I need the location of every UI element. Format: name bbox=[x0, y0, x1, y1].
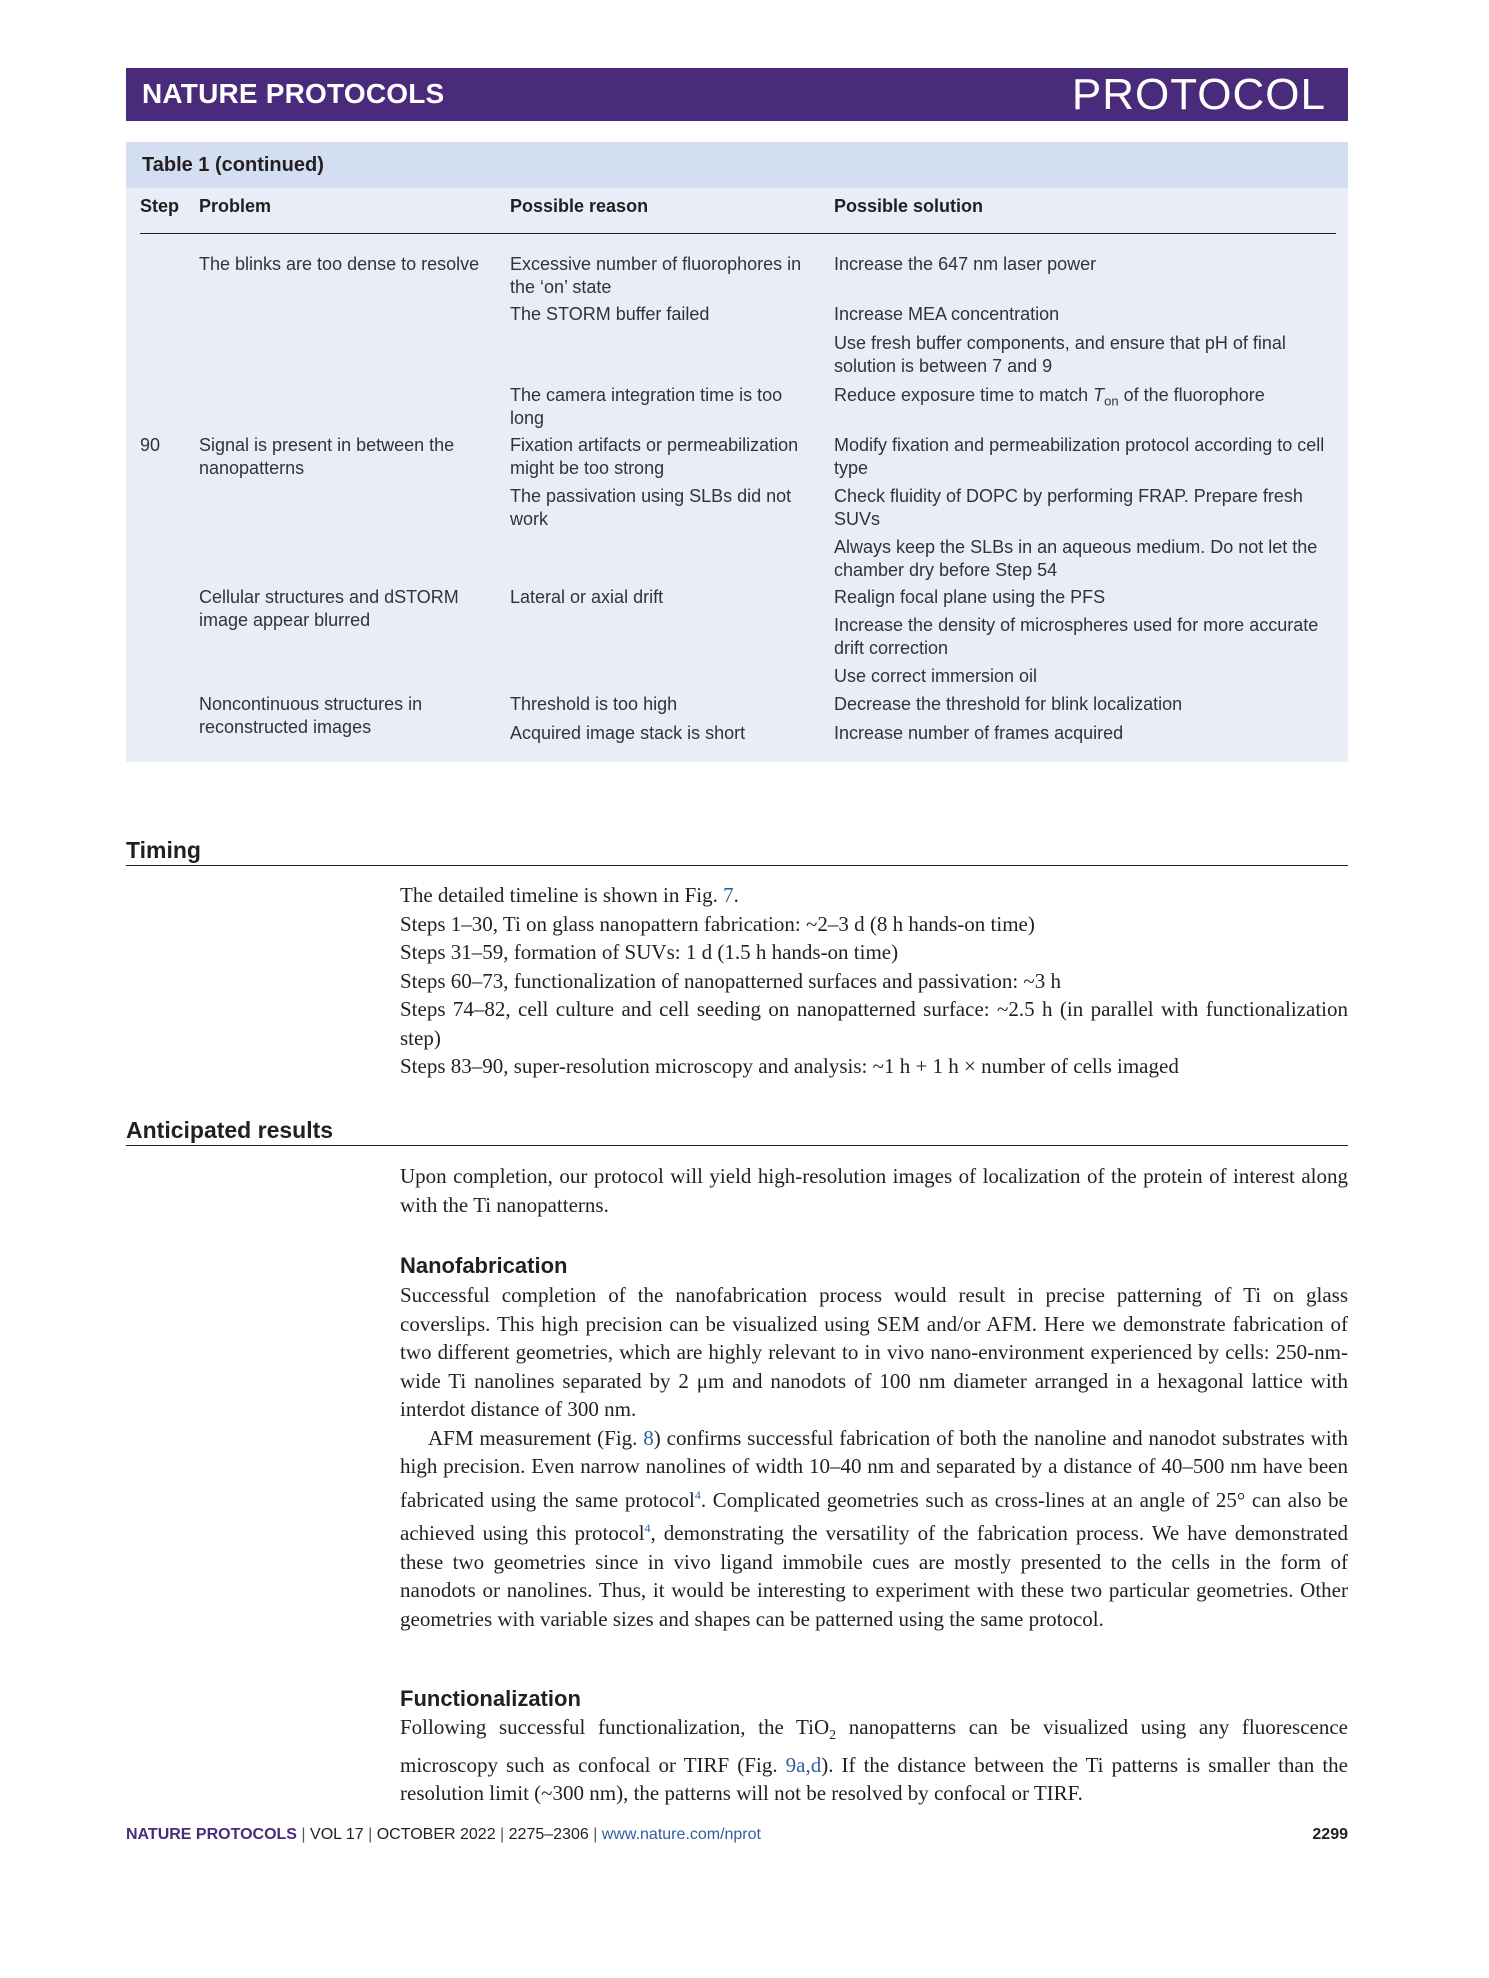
table-cell-solution: Realign focal plane using the PFS bbox=[834, 587, 1106, 607]
table-cell-step: 90 bbox=[140, 435, 161, 455]
timing-text bbox=[400, 881, 1348, 1081]
footer-volume: VOL 17 bbox=[310, 1826, 364, 1843]
table-header-rule bbox=[140, 233, 1336, 234]
table-cell-solution: Always keep the SLBs in an aqueous medium. Do not let the chamber dry before Step 54 bbox=[834, 537, 1318, 580]
table-cell-solution: Increase the density of microspheres used for more accurate drift correction bbox=[834, 615, 1319, 658]
figure-8-link[interactable]: 8 bbox=[643, 1425, 654, 1450]
table-cell-problem: Cellular structures and dSTORM image appear blurred bbox=[199, 587, 459, 630]
column-header-problem: Problem bbox=[199, 196, 272, 216]
solution-text: Reduce exposure time to match bbox=[834, 385, 1094, 405]
anticipated-results-rule bbox=[126, 1145, 1348, 1146]
nanofabrication-heading: Nanofabrication bbox=[400, 1253, 568, 1278]
column-header-solution: Possible solution bbox=[834, 196, 984, 216]
table-cell-solution: Check fluidity of DOPC by performing FRAP. Prepare fresh SUVs bbox=[834, 486, 1303, 529]
footer-journal: NATURE PROTOCOLS bbox=[126, 1826, 297, 1843]
table-cell-problem: Noncontinuous structures in reconstructed images bbox=[199, 694, 423, 737]
table-cell-solution: Use correct immersion oil bbox=[834, 666, 1038, 686]
table-cell-reason: The STORM buffer failed bbox=[510, 304, 710, 324]
timing-line: Steps 83–90, super-resolution microscopy and analysis: ~1 h + 1 h × number of cells imaged bbox=[400, 1054, 1179, 1078]
timing-line: Steps 31–59, formation of SUVs: 1 d (1.5 h hands-on time) bbox=[400, 940, 899, 964]
table-cell-problem: Signal is present in between the nanopatterns bbox=[199, 435, 455, 478]
figure-9-link[interactable]: 9a,d bbox=[785, 1752, 822, 1777]
table-cell-reason: Lateral or axial drift bbox=[510, 587, 664, 607]
table-cell-reason: Excessive number of fluorophores in the ‘on’ state bbox=[510, 254, 802, 297]
nanofab-paragraph-2: AFM measurement (Fig. 8) confirms successful fabrication of both the nanoline and nanodot substrates with high precision. Even narrow nanolines of width 10–40 nm and separated by a distance of 40–500 nm have been fabricated using the same protocol$^4$. Complicated geometries such as cross-lines at an angle of 25° can also be achieved using this protocol$^4$, demonstrating the versatility of the fabrication process. We have demonstrated these two geometries since in vivo ligand immobile cues are mostly presented to the cells in the form of nanodots or nanolines. Thus, it would be interesting to experiment with these two particular geometries. Other geometries with variable sizes and shapes can be patterned using the same protocol. bbox=[400, 1425, 1349, 1631]
table-cell-solution: Increase MEA concentration bbox=[834, 304, 1060, 324]
timing-rule bbox=[126, 865, 1348, 866]
anticipated-results-heading: Anticipated results bbox=[126, 1117, 334, 1143]
timing-intro: The detailed timeline is shown in Fig. 7. bbox=[400, 883, 739, 907]
reference-4-link[interactable]: 4 bbox=[694, 1487, 701, 1502]
table-cell-solution: Use fresh buffer components, and ensure that pH of final solution is between 7 and 9 bbox=[834, 333, 1286, 376]
footer-pages: 2275–2306 bbox=[508, 1826, 589, 1843]
solution-text: of the fluorophore bbox=[1118, 385, 1265, 405]
ton-subscript: on bbox=[1104, 393, 1119, 409]
journal-name: NATURE PROTOCOLS bbox=[142, 78, 445, 109]
table-cell-problem: The blinks are too dense to resolve bbox=[199, 254, 480, 274]
functionalization-text: Following successful functionalization, the TiO$_2$ nanopatterns can be visualized using any fluorescence microscopy such as confocal or TIRF (Fig. 9a,d). If the distance between the Ti patterns is smaller than the resolution limit (~300 nm), the patterns will not be resolved by confocal or TIRF. bbox=[400, 1715, 1348, 1806]
table-cell-solution: Increase the 647 nm laser power bbox=[834, 254, 1097, 274]
column-header-reason: Possible reason bbox=[510, 196, 649, 216]
table-cell-solution: Modify fixation and permeabilization protocol according to cell type bbox=[834, 435, 1325, 478]
table-cell-solution: Decrease the threshold for blink localization bbox=[834, 694, 1183, 714]
footer-url-link[interactable]: www.nature.com/nprot bbox=[601, 1826, 761, 1843]
table-cell-solution: Increase number of frames acquired bbox=[834, 723, 1124, 743]
table-cell-reason: Threshold is too high bbox=[510, 694, 678, 714]
anticipated-intro: Upon completion, our protocol will yield high-resolution images of localization of the protein of interest along with the Ti nanopatterns. bbox=[400, 1164, 1348, 1217]
footer-date: OCTOBER 2022 bbox=[376, 1826, 496, 1843]
timing-heading: Timing bbox=[126, 837, 201, 863]
figure-7-link[interactable]: 7 bbox=[723, 883, 734, 907]
column-header-step: Step bbox=[140, 196, 180, 216]
table-cell-solution bbox=[834, 384, 1339, 413]
page-number: 2299 bbox=[1312, 1826, 1348, 1843]
table-cell-reason: The camera integration time is too long bbox=[510, 385, 783, 428]
timing-line: Steps 60–73, functionalization of nanopatterned surfaces and passivation: ~3 h bbox=[400, 968, 1062, 993]
table-cell-reason: Fixation artifacts or permeabilization might be too strong bbox=[510, 435, 799, 478]
timing-line: Steps 1–30, Ti on glass nanopattern fabrication: ~2–3 d (8 h hands-on time) bbox=[400, 911, 1035, 936]
nanofabrication-text bbox=[400, 1281, 1348, 1633]
table-cell-reason: Acquired image stack is short bbox=[510, 723, 746, 743]
article-type: PROTOCOL bbox=[1071, 70, 1326, 119]
nanofab-paragraph-1: Successful completion of the nanofabrication process would result in precise patterning of Ti on glass coverslips. This high precision can be visualized using SEM and/or AFM. Here we demonstrate fabrication of two different geometries, which are highly relevant to in vivo nano-environment experienced by cells: 250-nm-wide Ti nanolines separated by 2 μm and nanodots of 100 nm diameter arranged in a hexagonal lattice with interdot distance of 300 nm. bbox=[400, 1283, 1348, 1421]
page-footer: NATURE PROTOCOLS | VOL 17 | OCTOBER 2022 | 2275–2306 | www.nature.com/nprot bbox=[126, 1826, 761, 1843]
table-cell-reason: The passivation using SLBs did not work bbox=[510, 486, 792, 529]
journal-header-bar bbox=[126, 68, 1348, 121]
timing-line: Steps 74–82, cell culture and cell seeding on nanopatterned surface: ~2.5 h (in parallel with functionalization step) bbox=[400, 997, 1348, 1050]
ton-symbol: T bbox=[1093, 385, 1105, 405]
table-title: Table 1 (continued) bbox=[126, 142, 1348, 188]
reference-4-link[interactable]: 4 bbox=[644, 1521, 651, 1535]
functionalization-heading: Functionalization bbox=[400, 1686, 581, 1711]
